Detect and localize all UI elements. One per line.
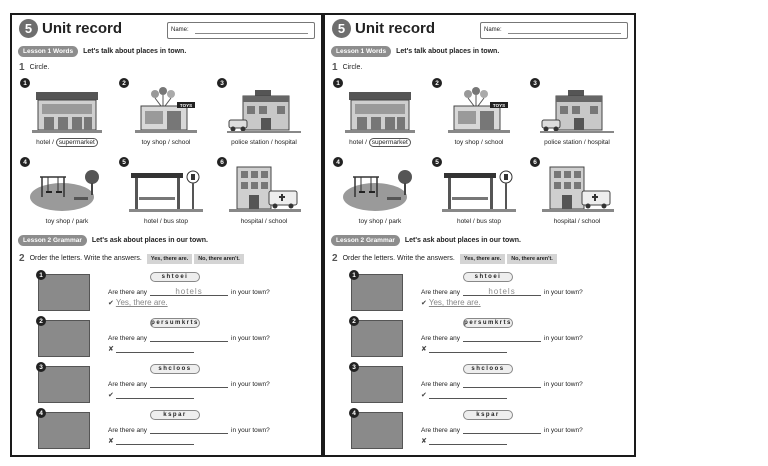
task-2-number: 2 bbox=[332, 253, 338, 264]
police-station-picture bbox=[225, 84, 303, 136]
question-number: 2 bbox=[36, 316, 46, 326]
answer-line bbox=[421, 344, 507, 353]
answer-blank[interactable]: Yes, there are. bbox=[115, 298, 168, 307]
picture-number: 2 bbox=[432, 78, 442, 88]
scrambled-letters: kspar bbox=[463, 410, 513, 420]
picture-caption[interactable] bbox=[214, 218, 314, 225]
answer-word-blank[interactable] bbox=[150, 425, 228, 434]
caption-option-a[interactable]: hotel / bus stop bbox=[456, 218, 502, 225]
caption-option-a[interactable]: toy shop / park bbox=[358, 218, 402, 225]
answer-line bbox=[421, 298, 507, 307]
hotel-building-picture bbox=[28, 84, 106, 136]
scrambled-letters: shcloos bbox=[463, 364, 513, 374]
caption-option-a[interactable]: hotel / bus stop bbox=[143, 218, 189, 225]
question-end: in your town? bbox=[231, 381, 270, 388]
unit-title: Unit record bbox=[355, 20, 436, 37]
lesson-2-prompt: Let's ask about places in our town. bbox=[91, 237, 208, 244]
question-picture bbox=[351, 366, 403, 403]
question-end: in your town? bbox=[231, 335, 270, 342]
caption-option-a[interactable]: police station / hospital bbox=[231, 139, 297, 146]
task-2-instruction: Order the letters. Write the answers. bbox=[29, 255, 142, 262]
question-start: Are there any bbox=[108, 289, 148, 296]
question-end: in your town? bbox=[544, 335, 583, 342]
lesson-2-heading bbox=[18, 235, 208, 246]
question-line bbox=[421, 287, 583, 296]
answer-blank[interactable] bbox=[116, 436, 194, 445]
toy-shop-picture bbox=[440, 84, 518, 136]
check-mark-icon: ✔ bbox=[421, 300, 427, 307]
task-1-heading bbox=[19, 62, 49, 73]
question-line bbox=[421, 379, 583, 388]
answer-word-blank[interactable] bbox=[150, 333, 228, 342]
picture-number: 4 bbox=[333, 157, 343, 167]
worksheet-page-left bbox=[10, 13, 323, 457]
task-1-heading bbox=[332, 62, 362, 73]
question-end: in your town? bbox=[544, 381, 583, 388]
caption-option-circled[interactable]: supermarket bbox=[56, 138, 98, 147]
task-1-number: 1 bbox=[332, 62, 338, 73]
picture-number: 3 bbox=[217, 78, 227, 88]
unit-header bbox=[19, 19, 122, 38]
question-start: Are there any bbox=[421, 335, 461, 342]
caption-option-a[interactable]: hospital / school bbox=[553, 218, 601, 225]
question-number: 4 bbox=[36, 408, 46, 418]
lesson-1-prompt: Let's talk about places in town. bbox=[396, 48, 500, 55]
cross-mark-icon: ✘ bbox=[108, 346, 114, 353]
question-number: 3 bbox=[349, 362, 359, 372]
answer-chip-no: No, there aren't. bbox=[194, 254, 244, 264]
answer-word-blank[interactable] bbox=[463, 333, 541, 342]
lesson-1-tag: Lesson 1 Words bbox=[18, 46, 78, 57]
task-2-instruction: Order the letters. Write the answers. bbox=[342, 255, 455, 262]
bus-stop-picture bbox=[127, 163, 205, 215]
svg-text:TOYS: TOYS bbox=[492, 103, 506, 108]
picture-number: 4 bbox=[20, 157, 30, 167]
answer-line bbox=[421, 390, 507, 399]
scrambled-letters: shcloos bbox=[150, 364, 200, 374]
task-2-number: 2 bbox=[19, 253, 25, 264]
picture-number: 6 bbox=[530, 157, 540, 167]
worksheet-page-right bbox=[323, 13, 636, 457]
lesson-2-prompt: Let's ask about places in our town. bbox=[404, 237, 521, 244]
question-start: Are there any bbox=[108, 335, 148, 342]
question-number: 4 bbox=[349, 408, 359, 418]
question-start: Are there any bbox=[421, 427, 461, 434]
cross-mark-icon: ✘ bbox=[108, 438, 114, 445]
question-number: 1 bbox=[36, 270, 46, 280]
question-line bbox=[108, 425, 270, 434]
lesson-1-prompt: Let's talk about places in town. bbox=[83, 48, 187, 55]
cross-mark-icon: ✘ bbox=[421, 346, 427, 353]
answer-blank[interactable] bbox=[429, 344, 507, 353]
caption-option-a[interactable]: police station / hospital bbox=[544, 139, 610, 146]
question-picture bbox=[351, 412, 403, 449]
park-picture bbox=[341, 163, 419, 215]
lesson-1-heading bbox=[18, 46, 186, 57]
answer-blank[interactable] bbox=[429, 436, 507, 445]
lesson-2-tag: Lesson 2 Grammar bbox=[331, 235, 400, 246]
question-number: 2 bbox=[349, 316, 359, 326]
caption-option-a[interactable]: toy shop / park bbox=[45, 218, 89, 225]
picture-caption[interactable] bbox=[429, 139, 529, 146]
task-1-instruction: Circle. bbox=[29, 64, 50, 71]
lesson-2-heading bbox=[331, 235, 521, 246]
answer-line bbox=[108, 436, 194, 445]
scrambled-letters: kspar bbox=[150, 410, 200, 420]
name-line bbox=[508, 33, 621, 34]
picture-caption[interactable] bbox=[527, 218, 627, 225]
picture-caption[interactable] bbox=[330, 139, 430, 146]
question-picture bbox=[38, 320, 90, 357]
question-start: Are there any bbox=[421, 381, 461, 388]
picture-number: 3 bbox=[530, 78, 540, 88]
park-picture bbox=[28, 163, 106, 215]
picture-number: 6 bbox=[217, 157, 227, 167]
picture-caption[interactable] bbox=[116, 139, 216, 146]
question-picture bbox=[38, 274, 90, 311]
answer-word-blank[interactable]: hotels bbox=[150, 287, 228, 296]
task-2-heading bbox=[19, 253, 246, 264]
check-mark-icon: ✔ bbox=[108, 392, 114, 399]
question-picture bbox=[38, 412, 90, 449]
caption-option-a[interactable]: hotel / bbox=[349, 139, 369, 146]
question-end: in your town? bbox=[544, 289, 583, 296]
question-start: Are there any bbox=[421, 289, 461, 296]
name-label: Name: bbox=[171, 27, 189, 33]
lesson-2-tag: Lesson 2 Grammar bbox=[18, 235, 87, 246]
question-line bbox=[108, 287, 270, 296]
police-station-picture bbox=[538, 84, 616, 136]
question-number: 3 bbox=[36, 362, 46, 372]
question-line bbox=[108, 379, 270, 388]
picture-caption[interactable] bbox=[429, 218, 529, 225]
question-line bbox=[421, 425, 583, 434]
question-line bbox=[108, 333, 270, 342]
name-field[interactable] bbox=[480, 22, 628, 39]
toy-shop-picture bbox=[127, 84, 205, 136]
question-picture bbox=[351, 274, 403, 311]
answer-word-blank[interactable] bbox=[463, 379, 541, 388]
picture-number: 2 bbox=[119, 78, 129, 88]
answer-word-blank[interactable] bbox=[150, 379, 228, 388]
answer-blank[interactable] bbox=[116, 390, 194, 399]
cross-mark-icon: ✘ bbox=[421, 438, 427, 445]
picture-caption[interactable] bbox=[330, 218, 430, 225]
question-end: in your town? bbox=[231, 289, 270, 296]
picture-number: 5 bbox=[119, 157, 129, 167]
caption-option-a[interactable]: toy shop / school bbox=[141, 139, 191, 146]
answer-blank[interactable] bbox=[116, 344, 194, 353]
lesson-1-heading bbox=[331, 46, 499, 57]
question-picture bbox=[351, 320, 403, 357]
bus-stop-picture bbox=[440, 163, 518, 215]
name-label: Name: bbox=[484, 27, 502, 33]
answer-line bbox=[421, 436, 507, 445]
question-number: 1 bbox=[349, 270, 359, 280]
question-line bbox=[421, 333, 583, 342]
scrambled-letters: shtoei bbox=[463, 272, 513, 282]
caption-option-a[interactable]: toy shop / school bbox=[454, 139, 504, 146]
hotel-building-picture bbox=[341, 84, 419, 136]
name-line bbox=[195, 33, 308, 34]
question-picture bbox=[38, 366, 90, 403]
picture-number: 5 bbox=[432, 157, 442, 167]
task-1-number: 1 bbox=[19, 62, 25, 73]
question-start: Are there any bbox=[108, 381, 148, 388]
picture-number: 1 bbox=[333, 78, 343, 88]
answer-line bbox=[108, 298, 194, 307]
picture-caption[interactable] bbox=[17, 139, 117, 146]
unit-header bbox=[332, 19, 435, 38]
caption-option-a[interactable]: hotel / bbox=[36, 139, 56, 146]
picture-caption[interactable] bbox=[527, 139, 627, 146]
task-1-instruction: Circle. bbox=[342, 64, 363, 71]
unit-number-badge: 5 bbox=[19, 19, 38, 38]
answer-chip-no: No, there aren't. bbox=[507, 254, 557, 264]
answer-blank[interactable] bbox=[429, 390, 507, 399]
caption-option-circled[interactable]: supermarket bbox=[369, 138, 411, 147]
scrambled-letters: persumkrts bbox=[464, 320, 512, 326]
hospital-picture bbox=[538, 163, 616, 215]
task-2-heading bbox=[332, 253, 559, 264]
picture-number: 1 bbox=[20, 78, 30, 88]
answer-chip-yes: Yes, there are. bbox=[460, 254, 505, 264]
check-mark-icon: ✔ bbox=[108, 300, 114, 307]
question-end: in your town? bbox=[544, 427, 583, 434]
scrambled-letters: shtoei bbox=[150, 272, 200, 282]
hospital-picture bbox=[225, 163, 303, 215]
answer-word-blank[interactable]: hotels bbox=[463, 287, 541, 296]
picture-caption[interactable] bbox=[214, 139, 314, 146]
unit-number-badge: 5 bbox=[332, 19, 351, 38]
answer-word-blank[interactable] bbox=[463, 425, 541, 434]
lesson-1-tag: Lesson 1 Words bbox=[331, 46, 391, 57]
name-field[interactable] bbox=[167, 22, 315, 39]
scrambled-letters: persumkrts bbox=[151, 320, 199, 326]
svg-text:TOYS: TOYS bbox=[179, 103, 193, 108]
picture-caption[interactable] bbox=[116, 218, 216, 225]
answer-line bbox=[108, 344, 194, 353]
picture-caption[interactable] bbox=[17, 218, 117, 225]
answer-line bbox=[108, 390, 194, 399]
answer-blank[interactable]: Yes, there are. bbox=[428, 298, 481, 307]
answer-chip-yes: Yes, there are. bbox=[147, 254, 192, 264]
question-end: in your town? bbox=[231, 427, 270, 434]
question-start: Are there any bbox=[108, 427, 148, 434]
unit-title: Unit record bbox=[42, 20, 123, 37]
check-mark-icon: ✔ bbox=[421, 392, 427, 399]
caption-option-a[interactable]: hospital / school bbox=[240, 218, 288, 225]
